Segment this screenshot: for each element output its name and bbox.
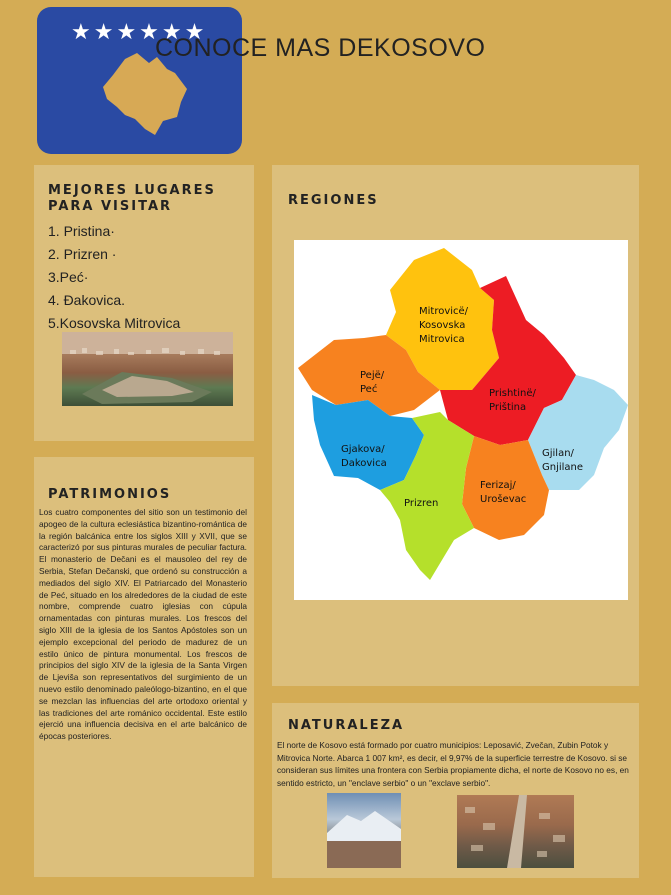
region-label-gjakova-1: Gjakova/ (341, 444, 385, 455)
patrimonio-heading: PATRIMONIOS (48, 487, 172, 502)
lugares-heading: MEJORES LUGARES PARA VISITAR (48, 183, 216, 214)
list-item: 5.Kosovska Mitrovica (48, 315, 181, 331)
region-label-gjilan-1: Gjilan/ (542, 448, 574, 459)
region-label-mitrovica-1: Mitrovicë/ (419, 306, 469, 317)
list-item: 4. Đakovica. (48, 292, 126, 308)
region-label-gjilan-2: Gnjilane (542, 462, 584, 473)
regiones-panel (272, 165, 639, 686)
fortress-photo-art (62, 332, 233, 406)
patrimonio-text: Los cuatro componentes del sitio son un testimonio del apogeo de la cultura eclesiástica bizantino-romántica de la región balcánica entre los siglos XIII y XVII, que se caracterizó por sus pinturas murales de peculiar factura. El monasterio de Dečani es el mausoleo del rey de Serbia, Stefan Dečanski, que ordenó su construcción a mediados del siglo XIV. El Patriarcado del Monasterio de Peć, situado en los alrededores de la ciudad de este nombre, comprende cuatro iglesias con cúpula ornamentadas con pinturas murales. Los frescos del siglo XIII de la iglesia de los Santos Apóstoles son un ejemplo excepcional del periodo de madurez de un estilo único de pintura monumental. Los frescos de principios del siglo XIV de la iglesia de la Santa Virgen de Ljeviša son representativos del surgimiento de un nuevo estilo denominado paleólogo-bizantino, en el que se mezclan las influencias del arte ortodoxo oriental y las tradiciones del arte románico occidental. Este estilo ejerció una influencia decisiva en el arte balcánico de épocas posteriores. (39, 507, 247, 742)
region-label-gjakova-2: Dakovica (341, 458, 387, 469)
naturaleza-heading: NATURALEZA (288, 718, 405, 733)
regions-map-svg (294, 240, 628, 600)
region-label-ferizaj-2: Uroševac (480, 494, 527, 505)
mountain-city-photo-art (327, 793, 401, 868)
list-item: 2. Prizren · (48, 246, 117, 262)
naturaleza-text: El norte de Kosovo está formado por cuatro municipios: Leposavić, Zvečan, Zubin Potok y Mitrovica Norte. Abarca 1 007 km², es decir, el 9,97% de la superficie terrestre de Kosovo. si se consideran sus límites una frontera con Serbia propiamente dicha, el norte de Kosovo no es, en sentido estricto, un "enclave serbio" o un "exclave serbio". (277, 740, 629, 788)
kosovo-flag (37, 7, 242, 154)
city-aerial-photo-art (457, 795, 574, 868)
patrimonio-panel (34, 457, 254, 877)
region-label-peje-1: Pejë/ (360, 370, 385, 381)
regions-map (294, 240, 628, 600)
flag-stars: ★★★★★★ (71, 19, 208, 44)
region-label-mitrovica-2: Kosovska (419, 320, 466, 331)
page-title: CONOCE MAS DEKOSOVO (155, 34, 486, 62)
region-label-mitrovica-3: Mitrovica (419, 334, 465, 345)
list-item: 1. Pristina· (48, 223, 115, 239)
list-item: 3.Peć· (48, 269, 89, 285)
mountain-city-photo (327, 793, 401, 868)
region-label-prishtina-2: Priština (489, 402, 527, 413)
regiones-heading: REGIONES (288, 193, 379, 208)
naturaleza-panel (272, 703, 639, 878)
lugares-list (48, 220, 180, 335)
region-label-peje-2: Peć (360, 384, 378, 395)
region-label-prishtina-1: Prishtinë/ (489, 388, 536, 399)
flag-map-shape (37, 7, 242, 154)
region-label-prizren: Prizren (404, 498, 439, 509)
lugares-panel (34, 165, 254, 441)
region-label-ferizaj-1: Ferizaj/ (480, 480, 516, 491)
fortress-photo (62, 332, 233, 406)
city-aerial-photo (457, 795, 574, 868)
